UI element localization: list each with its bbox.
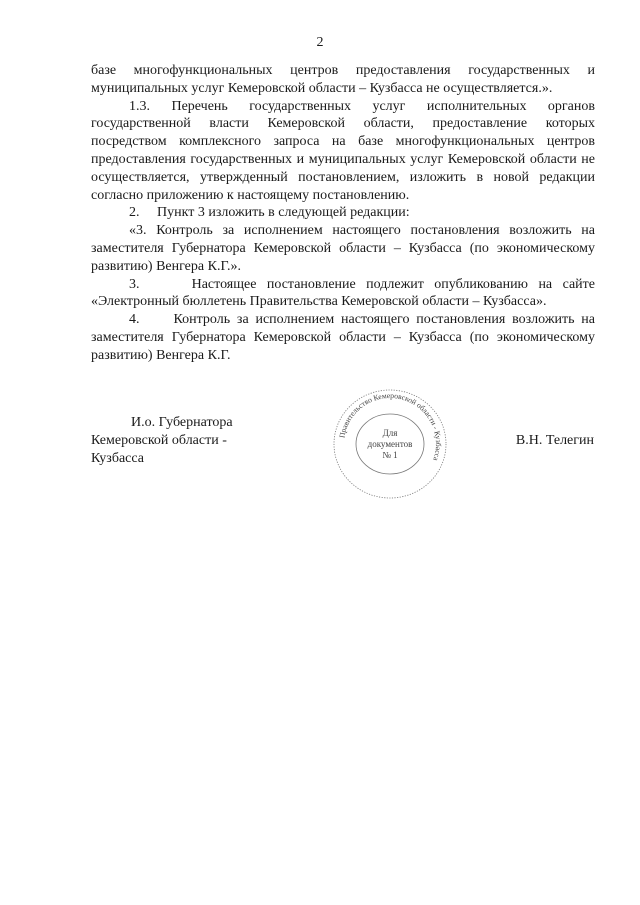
seal-ring-text: Правительство Кемеровской области - Кузбасса (337, 390, 444, 463)
signatory-region: Кемеровской области - Кузбасса (91, 432, 227, 466)
paragraph-continuation: базе многофункциональных центров предоставления государственных и муниципальных услуг Кемеровской области – Кузбасса не осуществляется.». (91, 63, 595, 96)
paragraph-3: 3. Настоящее постановление подлежит опубликованию на сайте «Электронный бюллетень Правительства Кемеровской области – Кузбасса». (91, 276, 595, 310)
official-seal (322, 388, 458, 500)
paragraph-4: 4. Контроль за исполнением настоящего постановления возложить на заместителя Губернатора Кемеровской области – Кузбасса (по экономическому развитию) Венгера К.Г. (91, 312, 595, 363)
page-number: 2 (316, 35, 324, 50)
signatory-name: В.Н. Телегин (515, 433, 594, 448)
signatory-title (91, 414, 271, 467)
paragraph-2: 2. Пункт 3 изложить в следующей редакции: (129, 205, 410, 221)
paragraph-1-3: 1.3. Перечень государственных услуг исполнительных органов государственной власти Кемеровской области, предоставление которых посредством комплексного запроса на базе многофункциональных центров предоставления государственных и муниципальных услуг Кемеровской области не осуществляется, утвержденный постановлением, изложить в новой редакции согласно приложению к настоящему постановлению. (91, 98, 595, 203)
seal-graphic (322, 388, 458, 500)
seal-center-line3: № 1 (382, 450, 398, 460)
body-text (91, 62, 595, 365)
paragraph-quote-3: «3. Контроль за исполнением настоящего постановления возложить на заместителя Губернатора Кемеровской области – Кузбасса (по экономическому развитию) Венгера К.Г.». (91, 223, 595, 274)
signatory-position: И.о. Губернатора (131, 415, 233, 430)
seal-center-line2: документов (367, 439, 413, 449)
seal-center-line1: Для (382, 428, 398, 438)
